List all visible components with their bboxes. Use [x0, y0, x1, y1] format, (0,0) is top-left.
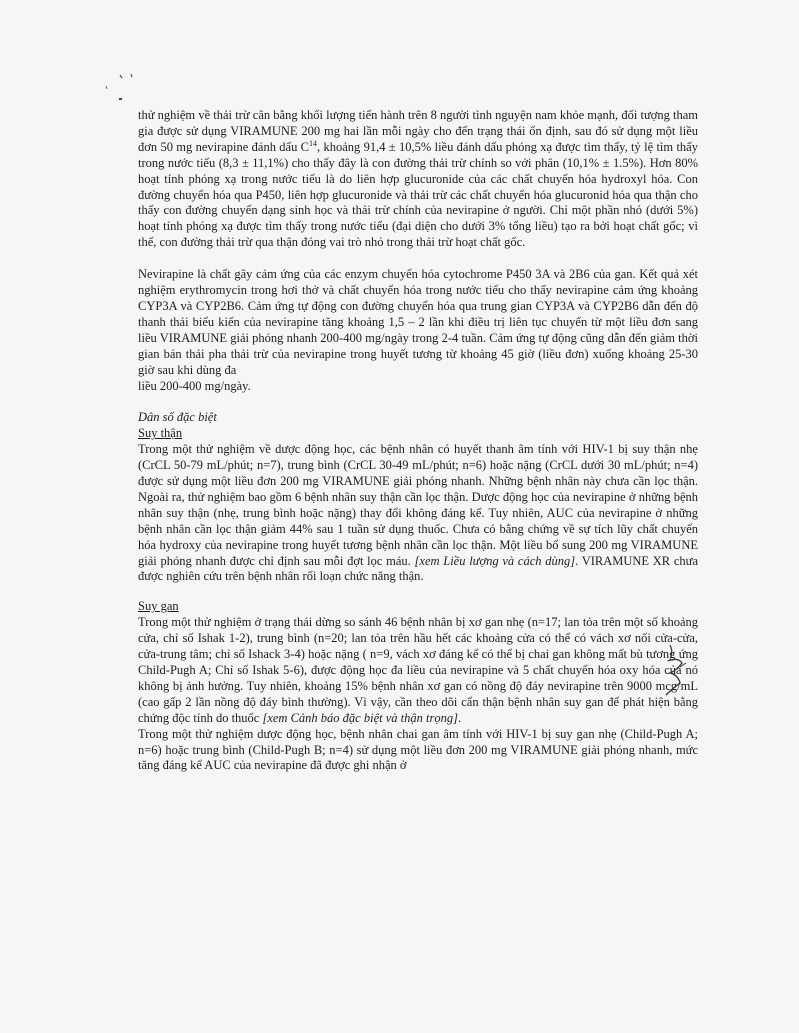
- text-run: Trong một thử nghiệm về dược động học, các bệnh nhân có huyết thanh âm tính với HIV-1 bị suy thận nhẹ (CrCL 50-79 mL/phút; n=7), trung bình (CrCL 30-49 mL/phút; n=6) hoặc nặng (CrCL dưới 30 mL/phút; n=4) được sử dụng một liều đơn 200 mg VIRAMUNE giải phóng nhanh. Những bệnh nhân này chưa cần lọc thận. Ngoài ra, thử nghiệm bao gồm 6 bệnh nhân suy thận cần lọc thận. Dược động học của nevirapine ở những bệnh nhân suy thận (nhẹ, trung bình hoặc nặng) thay đổi không đáng kể. Tuy nhiên, AUC của nevirapine ở những bệnh nhân cần lọc thận giảm 44% sau 1 tuần sử dụng thuốc. Chưa có bằng chứng về sự tích lũy chất chuyển hóa hydroxy của nevirapine trong huyết tương bệnh nhân cần lọc thận. Một liều bổ sung 200 mg VIRAMUNE giải phóng nhanh được chỉ định sau mỗi đợt lọc máu.: [138, 442, 698, 568]
- superscript: 14: [309, 138, 317, 148]
- paragraph-enzyme-induction: [138, 267, 698, 394]
- text-run: thử nghiệm về thải trừ cân bằng khối lượng tiến hành trên 8 người tình nguyện nam khỏe mạnh, đối tượng tham gia được sử dụng VIRAMUNE 200 mg hai lần mỗi ngày cho đến trạng thái ổn định, sau đó sử dụng một liều đơn 50 mg nevirapine đánh dấu C: [138, 108, 698, 154]
- scan-marks-icon: [104, 72, 144, 106]
- paragraph-hepatic-2: Trong một thử nghiệm dược động học, bệnh nhân chai gan âm tính với HIV-1 bị suy gan nhẹ (Child-Pugh A; n=6) hoặc trung bình (Child-Pugh B; n=4) sử dụng một liều đơn 200 mg VIRAMUNE giải phóng nhanh, mức tăng đáng kể AUC của nevirapine đã được ghi nhận ở: [138, 726, 698, 773]
- text-run: . VIRAMUNE XR chưa được nghiên cứu trên bệnh nhân rối loạn chức năng thận.: [138, 553, 698, 584]
- text-run: Nevirapine là chất gây cảm ứng của các enzym chuyển hóa cytochrome P450 3A và 2B6 của gan. Kết quả xét nghiệm erythromycin trong hơi thở và chất chuyển hóa trong nước tiểu cho thấy nevirapine cảm ứng khoảng CYP3A và CYP2B6. Cảm ứng tự động con đường chuyển hóa qua trung gian CYP3A và CYP2B6 dẫn đến độ thanh thải biểu kiến của nevirapine tăng khoảng 1,5 – 2 lần khi điều trị liên tục chuyển từ một liều đơn sang liều VIRAMUNE giải phóng nhanh 200-400 mg/ngày trong 2-4 tuần. Cảm ứng tự động cũng dẫn đến giảm thời gian bán thải pha thải trừ của nevirapine trong huyết tương từ khoảng 45 giờ (liều đơn) xuống khoảng 25-30 giờ sau khi dùng đa: [138, 267, 698, 377]
- text-run: Trong một thử nghiệm ở trạng thái dừng so sánh 46 bệnh nhân bị xơ gan nhẹ (n=17; lan tỏa trên một số khoảng cửa, chỉ số Ishak 1-2), trung bình (n=20; lan tỏa trên hầu hết các khoảng cửa có thể có vách xơ nối cửa-cửa, cửa-trung tâm; chỉ số Ishack 3-4) hoặc nặng ( n=9, vách xơ đáng kể có thể bị chai gan không mất bù tương ứng Child-Pugh A; Chỉ số Ishak 5-6), được động học đa liều của nevirapine và 5 chất chuyển hóa oxy hóa của nó không bị ảnh hưởng. Tuy nhiên, khoảng 15% bệnh nhân xơ gan có nồng độ đáy nevirapine trên 9000 mcg/mL (cao gấp 2 lần nồng độ đáy bình thường). Vì vậy, cần theo dõi cẩn thận bệnh nhân suy gan để phát hiện bằng chứng độc tính do thuốc: [138, 615, 698, 725]
- document-body: [138, 108, 698, 774]
- paragraph-renal: [138, 442, 698, 585]
- paragraph-hepatic: [138, 615, 698, 726]
- text-run: .: [457, 710, 462, 725]
- special-populations-heading: Dân số đặc biệt: [138, 410, 217, 425]
- text-run: liều 200-400 mg/ngày.: [138, 378, 251, 393]
- cross-reference: [xem Cảnh báo đặc biệt và thận trọng]: [262, 710, 458, 725]
- text-run: , khoảng 91,4 ± 10,5% liều đánh dấu phóng xạ được tìm thấy, tỷ lệ tìm thấy trong nước tiểu (8,3 ± 11,1%) cho thấy đây là con đường thải trừ chính so với phân (10,1% ± 1.5%). Hơn 80% hoạt tính phóng xạ trong nước tiểu là do liên hợp glucuronide của các chất chuyển hóa hydroxyl hóa. Con đường chuyển hóa qua P450, liên hợp glucuronide và thải trừ các chất chuyển hóa glucuronid hóa qua thận cho thấy con đường chuyển dạng sinh học và thải trừ chính của nevirapine ở người. Chỉ một phần nhỏ (dưới 5%) hoạt tính phóng xạ được tìm thấy trong nước tiểu (đại diện cho dưới 3% tổng liều) tạo ra bởi hoạt chất gốc; vì thế, con đường thải trừ qua thận đóng vai trò nhỏ trong thải trừ hoạt chất gốc.: [138, 139, 698, 250]
- paragraph-mass-balance: [138, 108, 698, 251]
- signature-icon: [650, 643, 690, 698]
- renal-impairment-heading: Suy thận: [138, 426, 183, 441]
- cross-reference: [xem Liều lượng và cách dùng]: [414, 553, 576, 568]
- hepatic-impairment-heading: Suy gan: [138, 599, 179, 614]
